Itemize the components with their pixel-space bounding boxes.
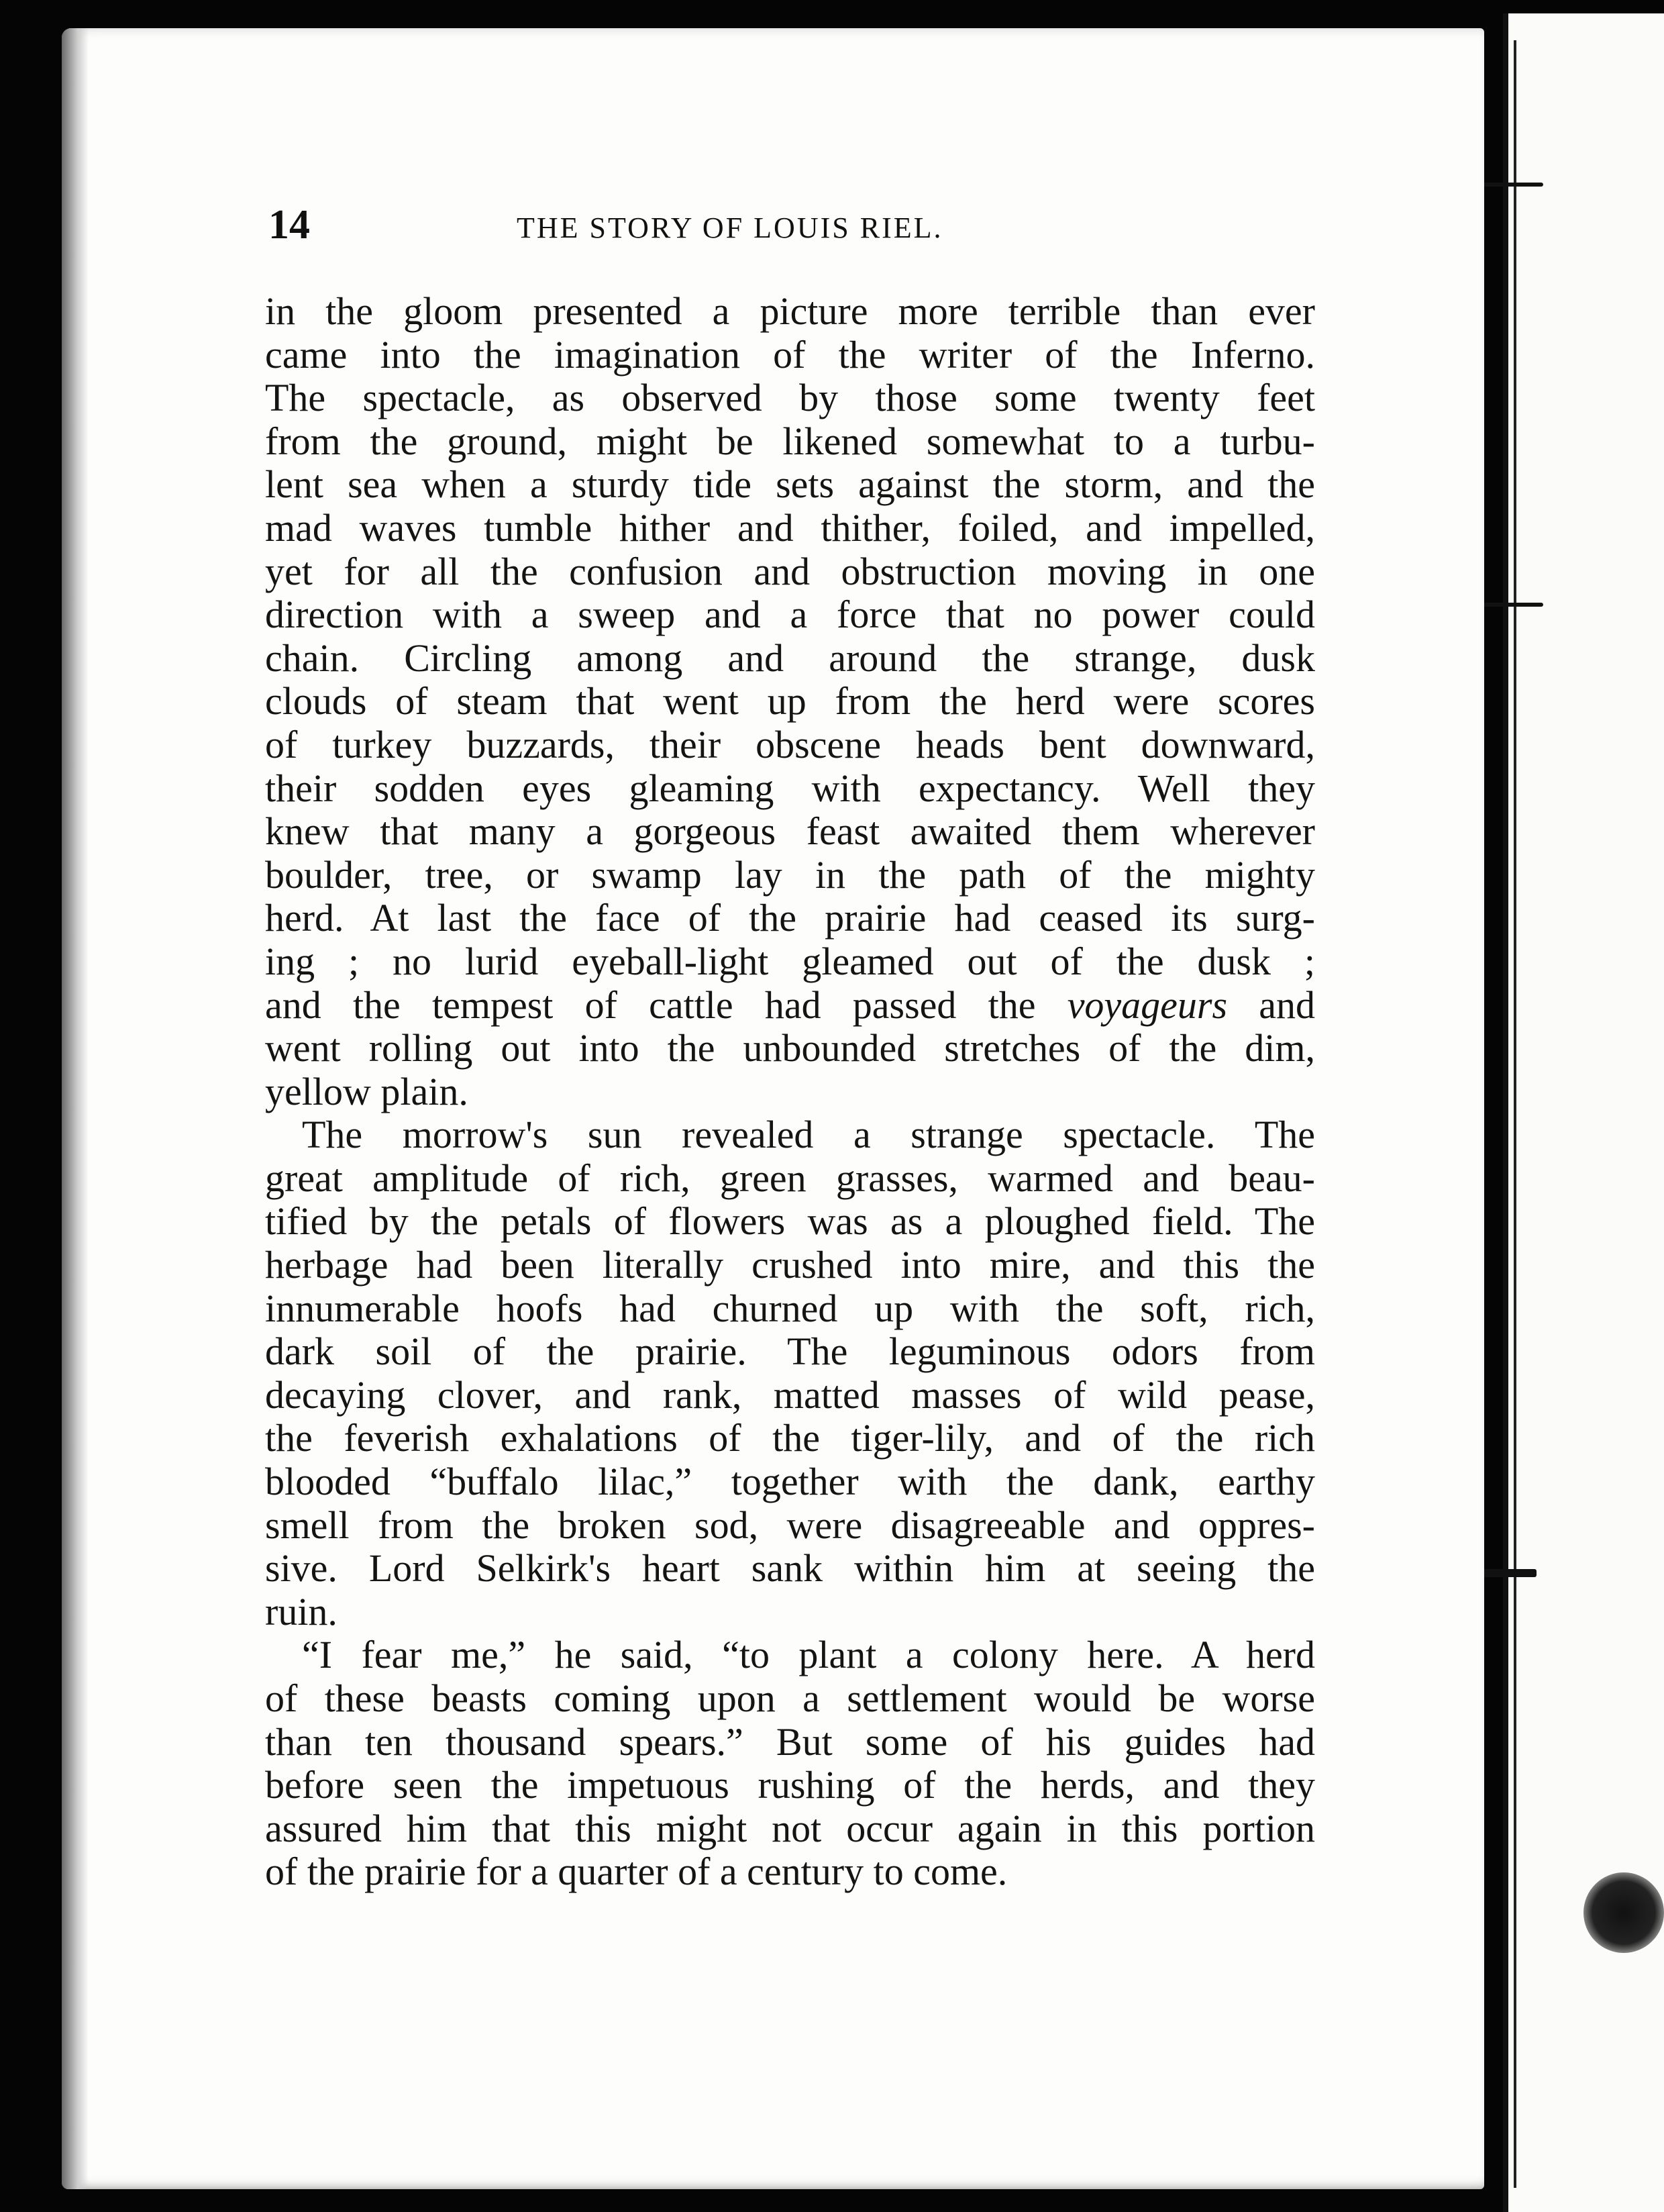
text-line: lent sea when a sturdy tide sets against the storm, and the bbox=[265, 462, 1315, 507]
running-head bbox=[268, 201, 1409, 255]
paragraph bbox=[265, 290, 1315, 1113]
text-line: of turkey buzzards, their obscene heads bent downward, bbox=[265, 722, 1315, 766]
text-line: of the prairie for a quarter of a century to come. bbox=[265, 1850, 1008, 1894]
text-line: ing ; no lurid eyeball-light gleamed out of the dusk ; bbox=[265, 939, 1315, 983]
text-line: in the gloom presented a picture more terrible than ever bbox=[265, 289, 1315, 333]
binding-stitch bbox=[1483, 603, 1543, 607]
text-line bbox=[265, 984, 1315, 1027]
text-line: assured him that this might not occur again in this portion bbox=[265, 1806, 1315, 1850]
text-line: herd. At last the face of the prairie had ceased its surg- bbox=[265, 896, 1315, 940]
binding-stitch bbox=[1476, 1569, 1537, 1577]
text-line: decaying clover, and rank, matted masses of wild pease, bbox=[265, 1372, 1315, 1417]
book-title: THE STORY OF LOUIS RIEL. bbox=[517, 211, 943, 244]
text-line: came into the imagination of the writer of the Inferno. bbox=[265, 332, 1315, 376]
paragraph bbox=[265, 1113, 1315, 1633]
text-line: great amplitude of rich, green grasses, warmed and beau- bbox=[265, 1156, 1315, 1200]
text-line: than ten thousand spears.” But some of his guides had bbox=[265, 1719, 1315, 1764]
text-line: before seen the impetuous rushing of the herds, and they bbox=[265, 1763, 1315, 1807]
italic-term: voyageurs bbox=[1067, 983, 1228, 1027]
text-line: direction with a sweep and a force that no power could bbox=[265, 593, 1315, 637]
text-line: ruin. bbox=[265, 1589, 337, 1633]
text-line: went rolling out into the unbounded stretches of the dim, bbox=[265, 1026, 1315, 1070]
text-line: The morrow's sun revealed a strange spectacle. The bbox=[302, 1113, 1315, 1157]
text-fragment: and the tempest of cattle had passed the bbox=[265, 983, 1068, 1027]
text-line: chain. Circling among and around the strange, dusk bbox=[265, 636, 1315, 680]
ink-blot bbox=[1583, 1872, 1664, 1953]
text-line: the feverish exhalations of the tiger-lily, and of the rich bbox=[265, 1416, 1315, 1460]
text-line: yellow plain. bbox=[265, 1069, 468, 1113]
text-line: The spectacle, as observed by those some twenty feet bbox=[265, 376, 1315, 420]
text-line: innumerable hoofs had churned up with the soft, rich, bbox=[265, 1286, 1315, 1330]
text-fragment: and bbox=[1227, 983, 1316, 1027]
binding-stitch bbox=[1483, 183, 1543, 187]
text-line: of these beasts coming upon a settlement would be worse bbox=[265, 1676, 1315, 1720]
text-line: tified by the petals of flowers was as a ploughed field. The bbox=[265, 1199, 1315, 1244]
text-line: sive. Lord Selkirk's heart sank within him at seeing the bbox=[265, 1546, 1315, 1591]
text-line: from the ground, might be likened somewhat to a turbu- bbox=[265, 419, 1315, 463]
binding-spine bbox=[1503, 13, 1508, 2212]
binding-thread bbox=[1514, 40, 1516, 2188]
page-body bbox=[265, 290, 1315, 1894]
page-edge-shadow bbox=[62, 28, 89, 2189]
text-line: “I fear me,” he said, “to plant a colony here. A herd bbox=[302, 1633, 1315, 1677]
text-line: yet for all the confusion and obstruction moving in one bbox=[265, 549, 1315, 593]
text-line: their sodden eyes gleaming with expectancy. Well they bbox=[265, 766, 1315, 810]
text-line: boulder, tree, or swamp lay in the path of the mighty bbox=[265, 852, 1315, 897]
text-line: herbage had been literally crushed into mire, and this the bbox=[265, 1243, 1315, 1287]
text-line: mad waves tumble hither and thither, foiled, and impelled, bbox=[265, 505, 1315, 550]
text-line: clouds of steam that went up from the herd were scores bbox=[265, 679, 1315, 723]
text-line: knew that many a gorgeous feast awaited them wherever bbox=[265, 809, 1315, 854]
paragraph bbox=[265, 1633, 1315, 1894]
text-line: dark soil of the prairie. The leguminous odors from bbox=[265, 1329, 1315, 1374]
text-line: blooded “buffalo lilac,” together with the dank, earthy bbox=[265, 1460, 1315, 1504]
text-line: smell from the broken sod, were disagreeable and oppres- bbox=[265, 1503, 1315, 1547]
page-number: 14 bbox=[268, 202, 310, 248]
